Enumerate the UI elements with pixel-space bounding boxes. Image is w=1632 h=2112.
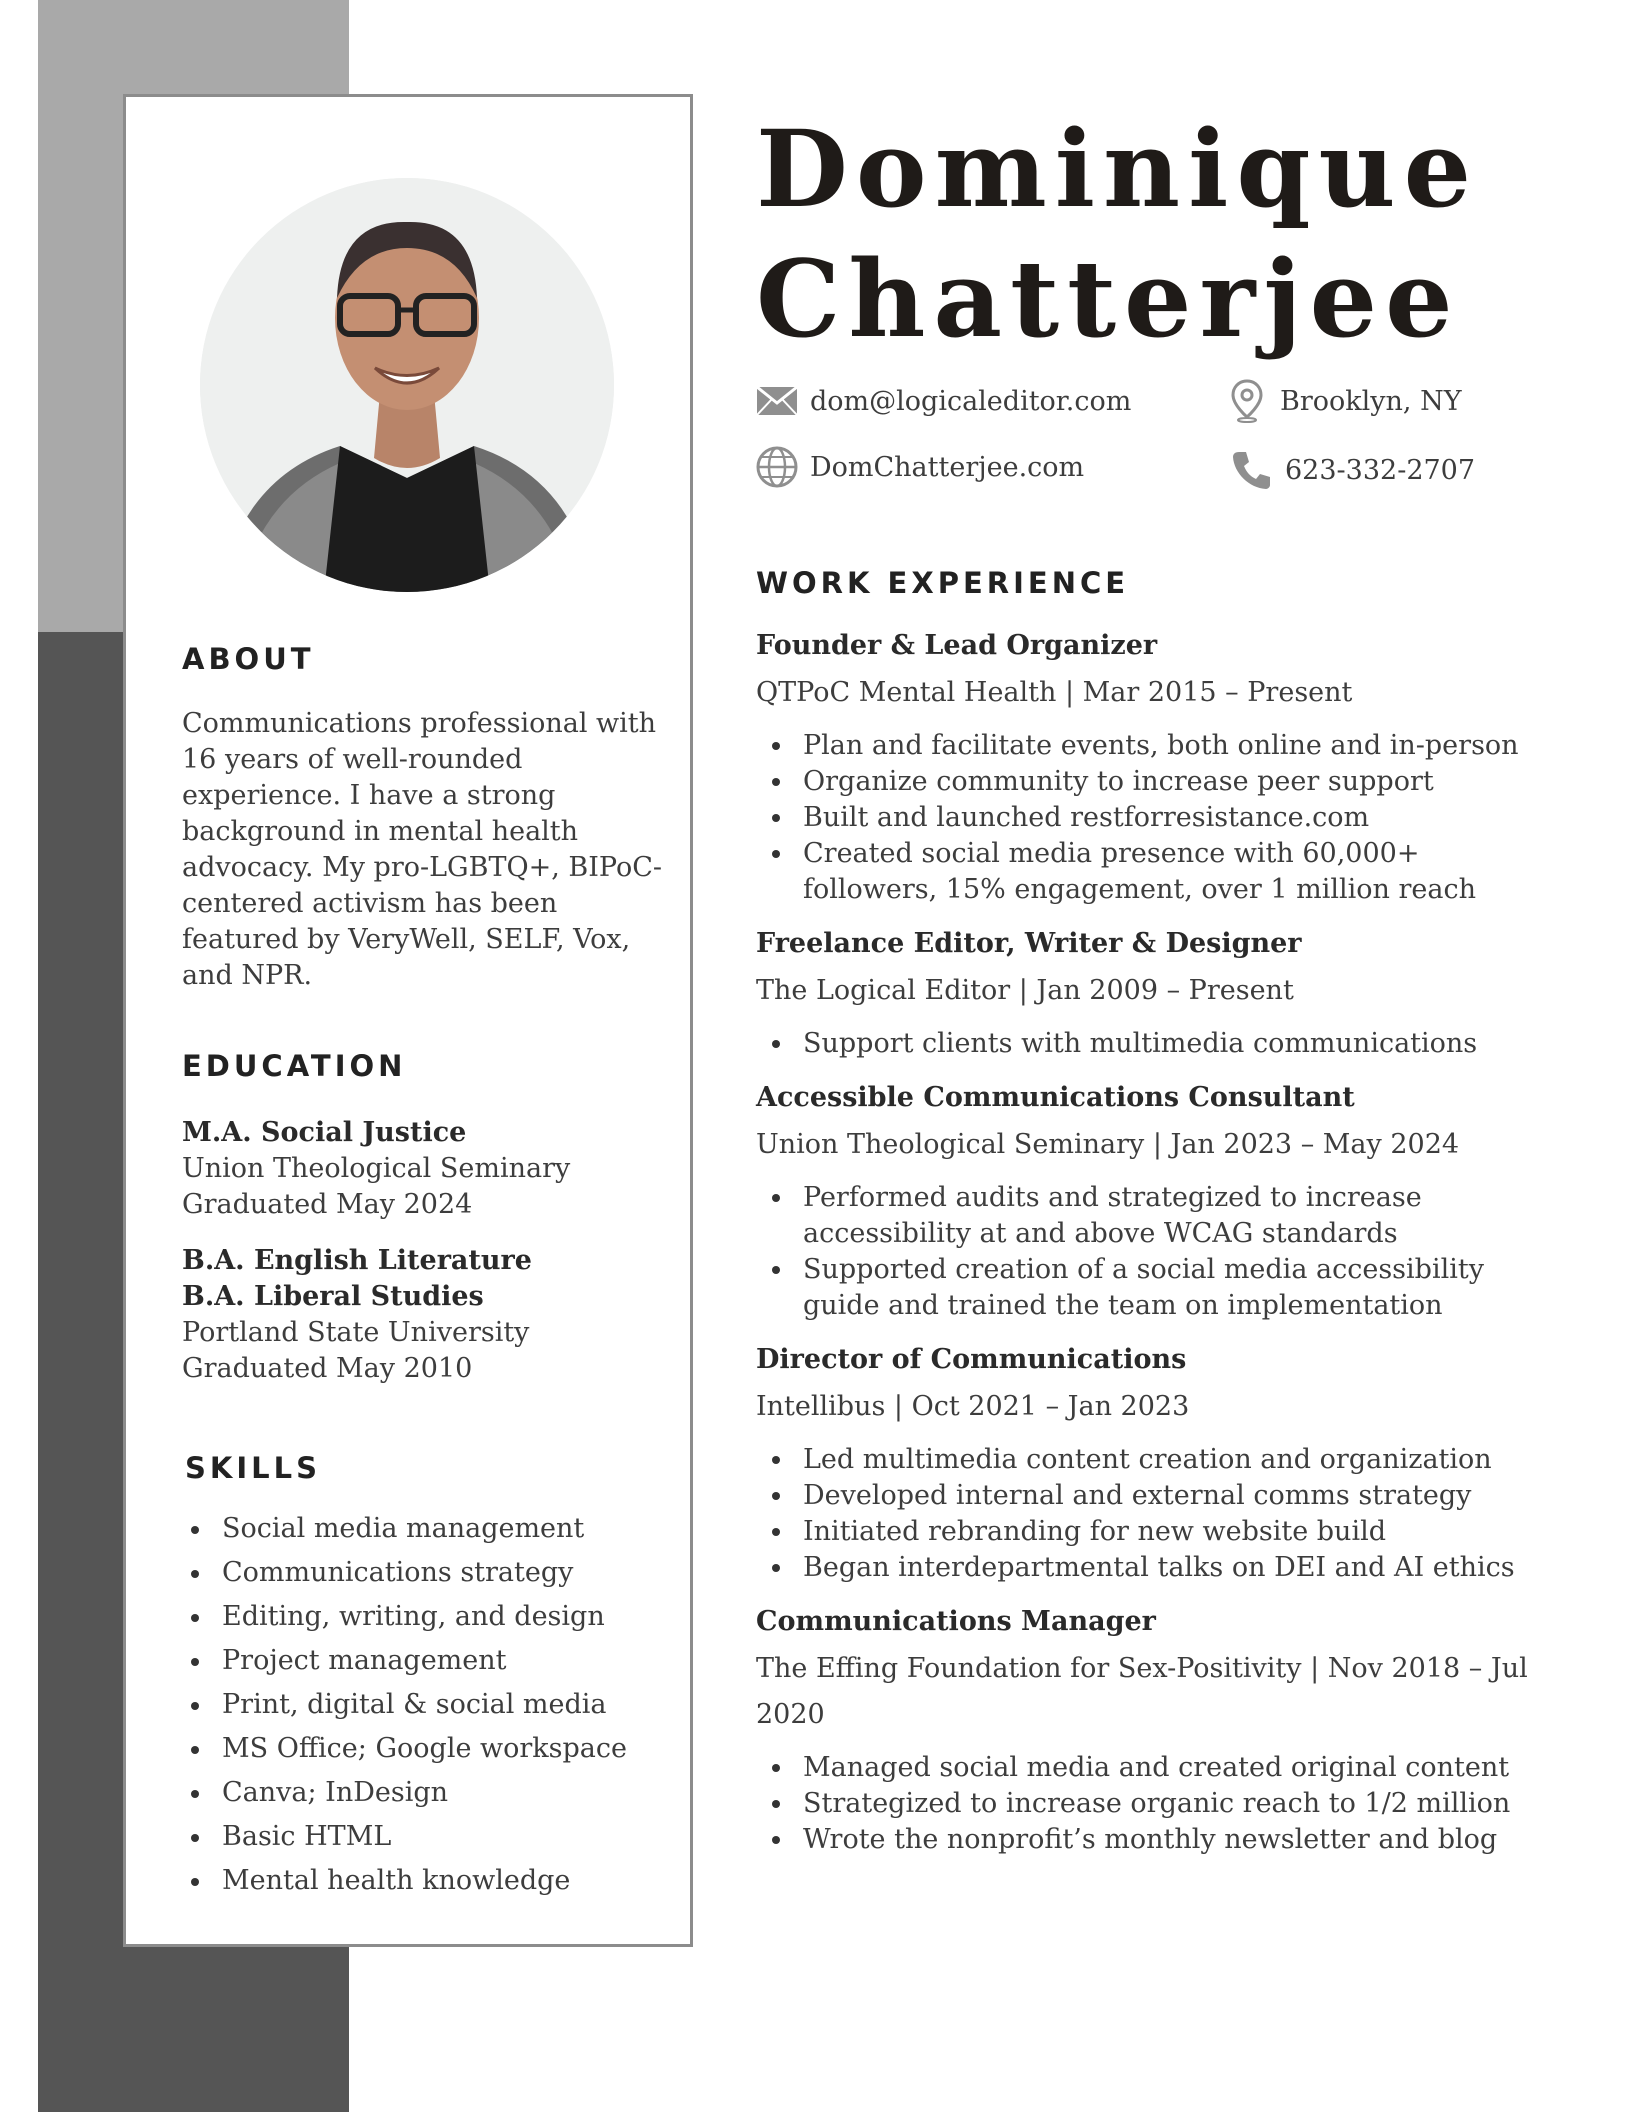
job-bullets: [756, 1180, 1546, 1324]
job-org: The Effing Foundation for Sex-Positivity | Nov 2018 – Jul 2020: [756, 1653, 1528, 1730]
job-bullet: Created social media presence with 60,000+ followers, 15% engagement, over 1 million reach: [756, 836, 1546, 908]
job-bullet: Led multimedia content creation and organization: [756, 1442, 1546, 1478]
skill-item: Social media management: [185, 1507, 665, 1551]
job-bullets: [756, 1442, 1546, 1586]
last-name: Chatterjee: [756, 236, 1461, 361]
education-date: Graduated May 2010: [182, 1353, 473, 1384]
skills-section: [185, 1451, 665, 1903]
profile-photo: [200, 178, 614, 592]
first-name: Dominique: [756, 106, 1480, 231]
work-experience-heading: WORK EXPERIENCE: [756, 566, 1130, 600]
job-org: Intellibus | Oct 2021 – Jan 2023: [756, 1391, 1190, 1422]
job-bullet: Began interdepartmental talks on DEI and AI ethics: [756, 1550, 1546, 1586]
job-bullet: Managed social media and created original content: [756, 1750, 1546, 1786]
website-text: DomChatterjee.com: [810, 451, 1085, 483]
job-bullet: Plan and facilitate events, both online and in-person: [756, 728, 1546, 764]
education-school: Union Theological Seminary: [182, 1153, 571, 1184]
job-org: The Logical Editor | Jan 2009 – Present: [756, 975, 1294, 1006]
job-bullet: Developed internal and external comms strategy: [756, 1478, 1546, 1514]
phone-icon: [1231, 449, 1273, 491]
job-bullet: Performed audits and strategized to increase accessibility at and above WCAG standards: [756, 1180, 1546, 1252]
email-text: dom@logicaleditor.com: [810, 385, 1132, 417]
skill-item: MS Office; Google workspace: [185, 1727, 665, 1771]
skill-item: Project management: [185, 1639, 665, 1683]
skill-item: Communications strategy: [185, 1551, 665, 1595]
full-name: [756, 104, 1479, 364]
job-title: Accessible Communications Consultant: [756, 1082, 1355, 1113]
skill-item: Basic HTML: [185, 1815, 665, 1859]
job-org: QTPoC Mental Health | Mar 2015 – Present: [756, 677, 1353, 708]
contact-website[interactable]: [756, 446, 1084, 488]
job-entry: [756, 1604, 1546, 1858]
education-degree: B.A. English Literature: [182, 1245, 532, 1276]
contact-location: [1226, 380, 1462, 422]
job-entry: [756, 1080, 1546, 1324]
job-bullets: [756, 1750, 1546, 1858]
education-degree-secondary: B.A. Liberal Studies: [182, 1281, 484, 1312]
skill-item: Editing, writing, and design: [185, 1595, 665, 1639]
contact-email[interactable]: [756, 380, 1131, 422]
education-entry: [182, 1115, 662, 1223]
job-bullet: Support clients with multimedia communications: [756, 1026, 1546, 1062]
phone-text: 623-332-2707: [1285, 454, 1476, 486]
education-section: [182, 1049, 662, 1407]
location-pin-icon: [1226, 380, 1268, 422]
about-section: [182, 642, 662, 994]
job-bullet: Wrote the nonprofit’s monthly newsletter and blog: [756, 1822, 1546, 1858]
job-bullet: Strategized to increase organic reach to 1/2 million: [756, 1786, 1546, 1822]
job-bullet: Supported creation of a social media accessibility guide and trained the team on implementation: [756, 1252, 1546, 1324]
job-entry: [756, 1342, 1546, 1586]
contact-phone[interactable]: [1231, 449, 1475, 491]
envelope-icon: [756, 380, 798, 422]
job-bullets: [756, 1026, 1546, 1062]
skills-heading: SKILLS: [185, 1451, 321, 1485]
job-bullet: Initiated rebranding for new website build: [756, 1514, 1546, 1550]
skill-item: Mental health knowledge: [185, 1859, 665, 1903]
work-experience-section: [756, 566, 1546, 1876]
education-entry: [182, 1243, 662, 1387]
skill-item: Print, digital & social media: [185, 1683, 665, 1727]
job-entry: [756, 628, 1546, 908]
globe-icon: [756, 446, 798, 488]
about-text: Communications professional with 16 years of well-rounded experience. I have a strong background in mental health advocacy. My pro-LGBTQ+, BIPoC-centered activism has been featured by VeryWell, SELF, Vox, and NPR.: [182, 708, 663, 991]
job-title: Founder & Lead Organizer: [756, 630, 1158, 661]
job-title: Communications Manager: [756, 1606, 1156, 1637]
education-school: Portland State University: [182, 1317, 530, 1348]
location-text: Brooklyn, NY: [1280, 385, 1462, 417]
job-title: Director of Communications: [756, 1344, 1187, 1375]
job-entry: [756, 926, 1546, 1062]
about-heading: ABOUT: [182, 642, 315, 676]
skills-list: [185, 1507, 665, 1903]
education-degree: M.A. Social Justice: [182, 1117, 467, 1148]
job-org: Union Theological Seminary | Jan 2023 – May 2024: [756, 1129, 1460, 1160]
job-bullets: [756, 728, 1546, 908]
job-bullet: Organize community to increase peer support: [756, 764, 1546, 800]
education-heading: EDUCATION: [182, 1049, 407, 1083]
job-bullet: Built and launched restforresistance.com: [756, 800, 1546, 836]
education-date: Graduated May 2024: [182, 1189, 473, 1220]
job-title: Freelance Editor, Writer & Designer: [756, 928, 1302, 959]
skill-item: Canva; InDesign: [185, 1771, 665, 1815]
